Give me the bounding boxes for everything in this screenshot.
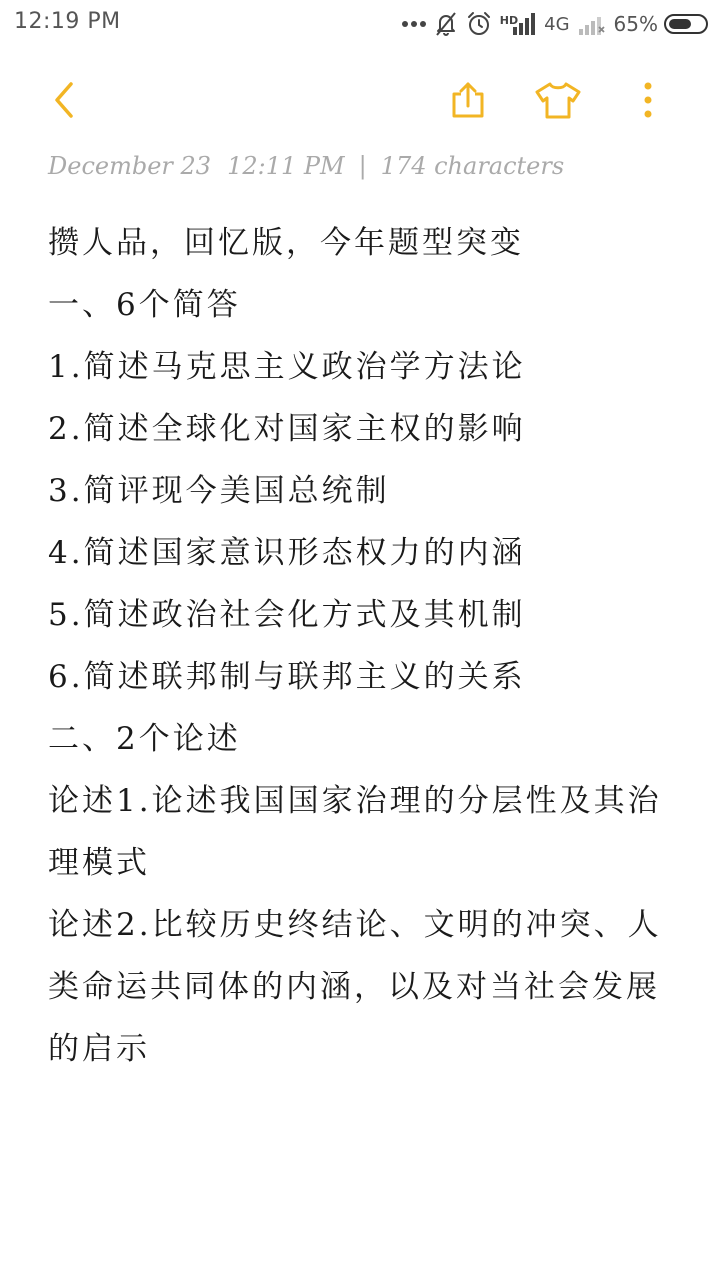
note-line: 6.简述联邦制与联邦主义的关系 <box>48 659 526 695</box>
status-icons <box>402 8 708 40</box>
status-bar <box>0 0 720 48</box>
note-line: 4.简述国家意识形态权力的内涵 <box>48 535 526 571</box>
character-count: 174 characters <box>380 152 565 180</box>
note-toolbar <box>0 60 720 144</box>
meta-separator: | <box>358 152 367 180</box>
share-icon <box>448 80 488 124</box>
shirt-theme-icon <box>533 80 583 124</box>
note-line: 论述1.论述我国国家治理的分层性及其治理模式 <box>48 783 662 881</box>
note-line: 攒人品，回忆版，今年题型突变 <box>48 225 524 261</box>
alarm-icon <box>466 11 492 37</box>
status-time: 12:19 PM <box>14 9 121 34</box>
note-date: December 23 <box>48 152 212 180</box>
more-vertical-icon <box>642 80 654 124</box>
note-line: 3.简评现今美国总统制 <box>48 473 390 509</box>
note-meta <box>48 152 564 180</box>
bell-off-icon <box>434 11 458 37</box>
note-body[interactable] <box>48 212 668 1080</box>
wifi-weak-icon <box>578 13 606 35</box>
more-options-button[interactable] <box>618 72 678 132</box>
battery-percent: 65% <box>613 12 658 36</box>
theme-button[interactable] <box>528 72 588 132</box>
note-line: 二、2个论述 <box>48 721 241 757</box>
share-button[interactable] <box>438 72 498 132</box>
note-line: 论述2.比较历史终结论、文明的冲突、人类命运共同体的内涵，以及对当社会发展的启示 <box>48 907 662 1067</box>
battery-level <box>669 19 691 29</box>
note-line: 5.简述政治社会化方式及其机制 <box>48 597 526 633</box>
note-line: 2.简述全球化对国家主权的影响 <box>48 411 526 447</box>
more-dots-icon <box>402 19 426 29</box>
note-line: 一、6个简答 <box>48 287 241 323</box>
network-label: 4G <box>544 13 570 35</box>
hd-label: HD <box>499 14 519 27</box>
back-button[interactable] <box>34 72 94 132</box>
battery-icon <box>664 14 708 34</box>
back-arrow-icon <box>49 80 79 124</box>
note-line: 1.简述马克思主义政治学方法论 <box>48 349 526 385</box>
note-time: 12:11 PM <box>227 152 345 180</box>
